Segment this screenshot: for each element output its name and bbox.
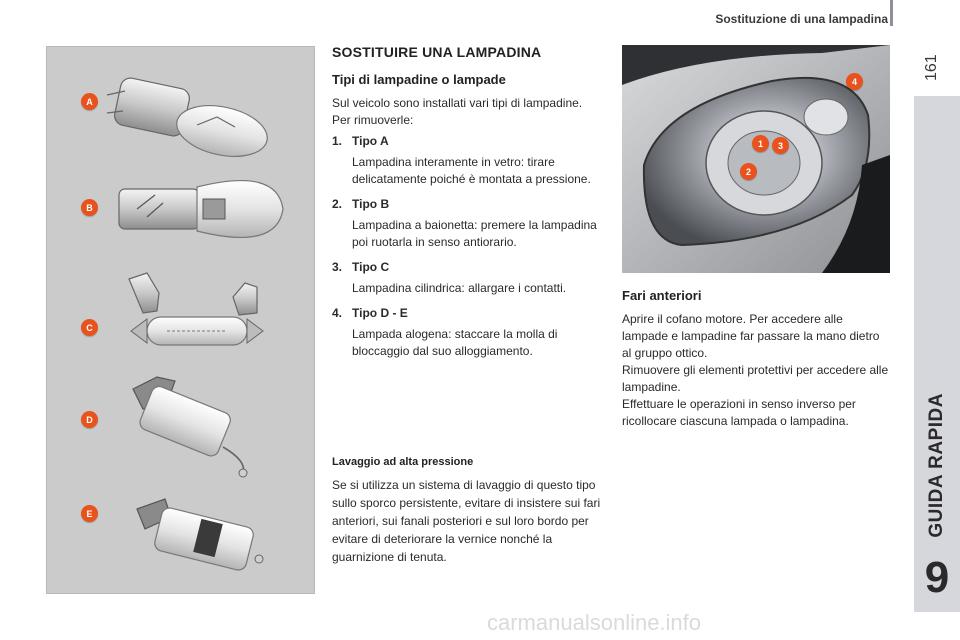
bulb-b-drawing (119, 181, 283, 238)
marker-b: B (81, 199, 98, 216)
type-label: Tipo A (352, 134, 389, 148)
section-label (914, 380, 960, 550)
headlamp-text-3: Effettuare le operazioni in senso inverso per ricollocare ciascuna lampada o lampadina. (622, 397, 856, 428)
type-description: Lampadina cilindrica: allargare i contatti. (352, 281, 567, 295)
type-heading (332, 196, 604, 213)
washing-heading: Lavaggio ad alta pressione (332, 456, 474, 468)
washing-text: Se si utilizza un sistema di lavaggio di questo tipo sullo sporco persistente, evitare di insistere sui fari anteriori, sui fanali posteriori e sul loro bordo per evitare di deteriorare la vernice nonché la guarnizione di tenuta. (332, 478, 601, 564)
bulb-e-drawing (137, 499, 263, 572)
headlamp-text-2: Rimuovere gli elementi protettivi per accedere alle lampadine. (622, 363, 889, 394)
section-title: SOSTITUIRE UNA LAMPADINA (332, 44, 542, 60)
front-headlamps-heading: Fari anteriori (622, 288, 702, 303)
bulb-types-heading: Tipi di lampadine o lampade (332, 72, 506, 87)
type-label: Tipo D - E (352, 306, 408, 320)
marker-4: 4 (846, 73, 863, 90)
type-label: Tipo B (352, 197, 390, 211)
type-description: Lampadina interamente in vetro: tirare delicatamente poiché è montata a pressione. (352, 155, 591, 186)
marker-1: 1 (752, 135, 769, 152)
bulb-instructions (332, 44, 604, 360)
type-item-a (332, 133, 604, 188)
type-description: Lampadina a baionetta: premere la lampadina poi ruotarla in senso antiorario. (352, 218, 597, 249)
marker-2: 2 (740, 163, 757, 180)
section-label-text: GUIDA RAPIDA (926, 392, 947, 538)
type-item-b (332, 196, 604, 251)
marker-3: 3 (772, 137, 789, 154)
type-number: 3. (332, 260, 343, 274)
page-number: 161 (923, 54, 940, 82)
type-heading (332, 133, 604, 150)
headlamp-photo (622, 45, 890, 273)
type-number: 4. (332, 306, 343, 320)
front-headlamps-section (622, 288, 892, 430)
type-number: 1. (332, 134, 343, 148)
running-header: Sostituzione di una lampadina (715, 12, 888, 26)
bulb-d-drawing (133, 377, 247, 477)
high-pressure-washing (332, 456, 604, 566)
type-heading (332, 259, 604, 276)
bulb-c-drawing (129, 273, 263, 345)
intro-text: Sul veicolo sono installati vari tipi di lampadine. (332, 96, 583, 110)
marker-c: C (81, 319, 98, 336)
type-heading (332, 305, 604, 322)
headlamp-text-1: Aprire il cofano motore. Per accedere alle lampade e lampadine far passare la mano dietro al gruppo ottico. (622, 312, 880, 360)
type-label: Tipo C (352, 260, 390, 274)
chapter-number: 9 (924, 553, 950, 602)
type-number: 2. (332, 197, 343, 211)
marker-d: D (81, 411, 98, 428)
type-description: Lampada alogena: staccare la molla di bloccaggio dal suo alloggiamento. (352, 327, 558, 358)
watermark: carmanualsonline.info (487, 610, 702, 635)
intro-text-2: Per rimuoverle: (332, 113, 414, 127)
header-rule (890, 0, 893, 26)
marker-a: A (81, 93, 98, 110)
type-item-d-e (332, 305, 604, 360)
bulb-a-drawing (107, 76, 272, 164)
bulb-types-figure (46, 46, 315, 594)
marker-e: E (81, 505, 98, 522)
type-item-c (332, 259, 604, 297)
